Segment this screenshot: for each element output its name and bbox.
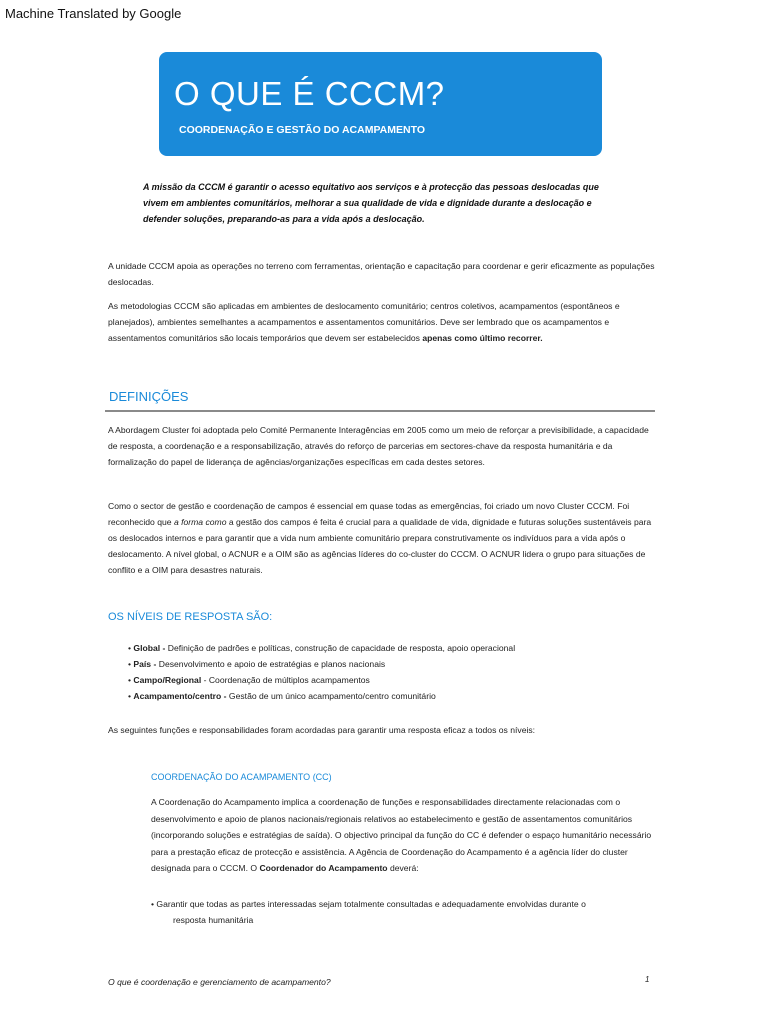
level-desc: Desenvolvimento e apoio de estratégias e planos nacionais xyxy=(156,659,386,669)
cc-text: A Coordenação do Acampamento implica a coordenação de funções e responsabilidades directamente relacionadas com o desenvolvimento e apoio de planos nacionais/regionais relativos ao estabelecimento e gestão de assentamentos comunitários (incorporando soluções e estratégias de saída). O objectivo principal da função do CC é defender o espaço humanitário necessário para a prestação eficaz de protecção e assistência. A Agência de Coordenação do Acampamento é a agência líder do cluster designada para o CCCM. O xyxy=(151,797,652,873)
list-item: • Acampamento/centro - Gestão de um único acampamento/centro comunitário xyxy=(128,691,436,701)
cc-bullet xyxy=(151,896,631,928)
level-term: País - xyxy=(133,659,157,669)
cc-bullet-line-1: • Garantir que todas as partes interessadas sejam totalmente consultadas e adequadamente envolvidas durante o xyxy=(151,899,586,909)
def-p2-b: a gestão dos campos é feita é crucial para a qualidade de vida, dignidade e futuras soluções sustentáveis para os deslocados internos e para garantir que a vida num ambiente comunitário prepara construtivamente os indivíduos para a vida após o deslocamento. A nível global, o ACNUR e a OIM são as agências líderes do co-cluster do CCCM. O ACNUR lidera o grupo para situações de conflito e a OIM para desastres naturais. xyxy=(108,517,652,575)
definicoes-paragraph-2 xyxy=(108,498,660,578)
intro-p2-bold: apenas como último recorrer. xyxy=(422,333,543,343)
page-footer: O que é coordenação e gerenciamento de acampamento? xyxy=(108,977,331,987)
level-desc: Gestão de um único acampamento/centro comunitário xyxy=(226,691,436,701)
cc-bullet-line-2: resposta humanitária xyxy=(173,915,254,925)
definicoes-paragraph-1: A Abordagem Cluster foi adoptada pelo Comité Permanente Interagências em 2005 como um meio de reforçar a previsibilidade, a capacidade de resposta, a coordenação e a responsabilização, através do reforço de parcerias em sectores-chave da resposta humanitária e da formalização do papel de liderança de agências/organizações específicas em cada destes setores. xyxy=(108,425,649,467)
mission-statement: A missão da CCCM é garantir o acesso equitativo aos serviços e à protecção das pessoas deslocadas que vivem em ambientes comunitários, melhorar a sua qualidade de vida e dignidade durante a deslocação e defender soluções, preparando-as para a vida após a deslocação. xyxy=(143,182,599,224)
list-item: • País - Desenvolvimento e apoio de estratégias e planos nacionais xyxy=(128,659,386,669)
title-banner xyxy=(159,52,602,156)
cc-end: deverá: xyxy=(387,863,419,873)
def-p2-italic: a forma como xyxy=(173,517,227,527)
intro-paragraph-1: A unidade CCCM apoia as operações no terreno com ferramentas, orientação e capacitação para coordenar e gerir eficazmente as populações deslocadas. xyxy=(108,261,655,287)
niveis-followup: As seguintes funções e responsabilidades foram acordadas para garantir uma resposta eficaz a todos os níveis: xyxy=(108,725,536,735)
section-heading-niveis: OS NÍVEIS DE RESPOSTA SÃO: xyxy=(108,611,273,623)
response-levels-list xyxy=(128,640,648,704)
page-title: O QUE É CCCM? xyxy=(174,75,445,112)
list-item: • Campo/Regional - Coordenação de múltiplos acampamentos xyxy=(128,675,370,685)
section-divider xyxy=(105,410,655,412)
level-desc: Definição de padrões e políticas, construção de capacidade de resposta, apoio operacional xyxy=(165,643,516,653)
section-heading-cc: COORDENAÇÃO DO ACAMPAMENTO (CC) xyxy=(151,772,332,782)
cc-bold: Coordenador do Acampamento xyxy=(259,863,388,873)
intro-paragraph-2 xyxy=(108,298,660,346)
page-subtitle: COORDENAÇÃO E GESTÃO DO ACAMPAMENTO xyxy=(179,124,425,136)
list-item: • Global - Definição de padrões e políticas, construção de capacidade de resposta, apoio operacional xyxy=(128,643,516,653)
level-term: Campo/Regional xyxy=(133,675,202,685)
machine-translation-banner: Machine Translated by Google xyxy=(5,6,182,21)
level-term: Global - xyxy=(133,643,166,653)
section-heading-definicoes: DEFINIÇÕES xyxy=(109,389,189,404)
page-number: 1 xyxy=(645,975,650,984)
level-term: Acampamento/centro - xyxy=(133,691,227,701)
level-desc: - Coordenação de múltiplos acampamentos xyxy=(201,675,370,685)
cc-paragraph xyxy=(151,794,661,877)
intro-p2-text: As metodologias CCCM são aplicadas em ambientes de deslocamento comunitário; centros coletivos, acampamentos (espontâneos e planejados), ambientes semelhantes a acampamentos e assentamentos comunitários. Deve ser lembrado que os acampamentos e assentamentos comunitários são locais temporários que devem ser estabelecidos xyxy=(108,301,620,343)
def-p2-a: Como o sector de gestão e coordenação de campos é essencial em quase todas as emergências, foi criado um novo Cluster CCCM. Foi reconhecido que xyxy=(108,501,630,527)
